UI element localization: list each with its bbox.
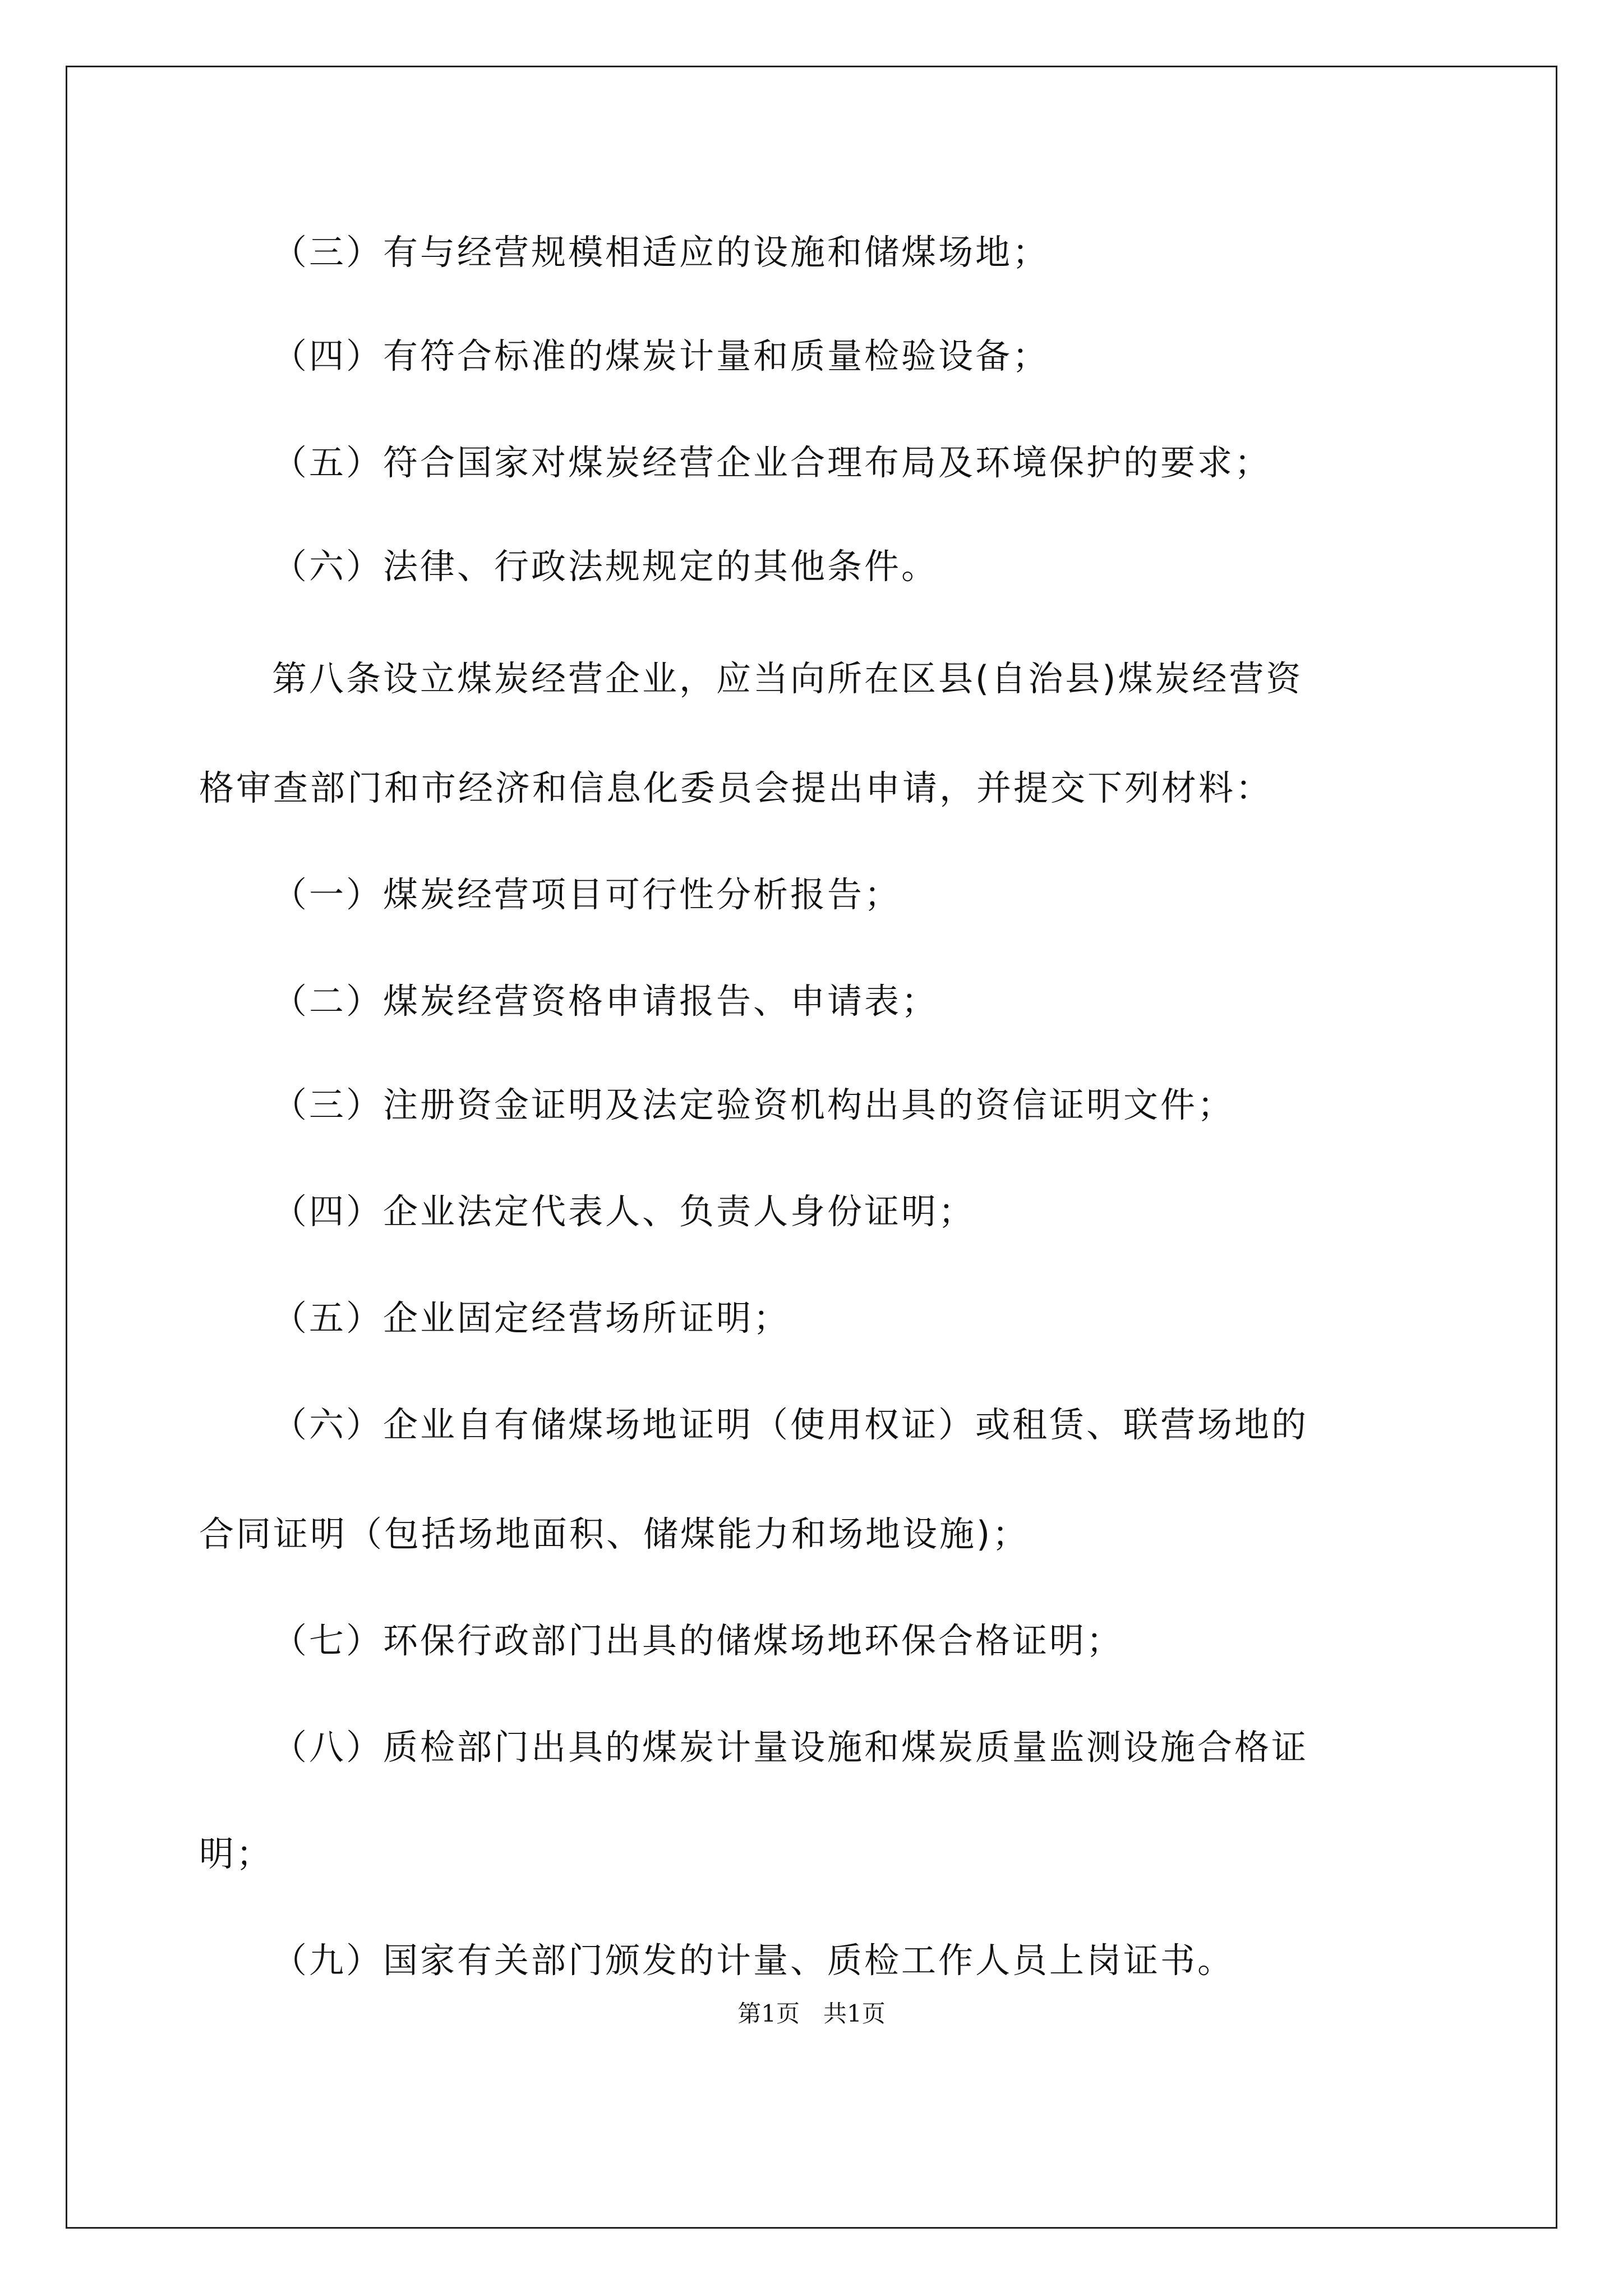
paragraph-line: （一）煤炭经营项目可行性分析报告；	[272, 874, 902, 915]
paragraph-line: （五）符合国家对煤炭经营企业合理布局及环境保护的要求；	[272, 442, 1272, 483]
page-border	[66, 66, 1557, 2229]
paragraph-line: （二）煤炭经营资格申请报告、申请表；	[272, 981, 939, 1022]
page-footer: 第1页 共1页	[737, 2000, 886, 2027]
paragraph-line: （七）环保行政部门出具的储煤场地环保合格证明；	[272, 1620, 1124, 1661]
paragraph-line: 合同证明（包括场地面积、储煤能力和场地设施)；	[199, 1513, 1030, 1554]
paragraph-line: 明；	[199, 1833, 274, 1874]
paragraph-line: （六）法律、行政法规规定的其他条件。	[272, 546, 939, 587]
paragraph-line: （四）有符合标准的煤炭计量和质量检验设备；	[272, 335, 1050, 376]
paragraph-line: （八）质检部门出具的煤炭计量设施和煤炭质量监测设施合格证	[272, 1727, 1309, 1768]
paragraph-line: （三）注册资金证明及法定验资机构出具的资信证明文件；	[272, 1084, 1235, 1125]
paragraph-line: 第八条设立煤炭经营企业，应当向所在区县(自治县)煤炭经营资	[272, 658, 1303, 699]
paragraph-line: （四）企业法定代表人、负责人身份证明；	[272, 1191, 976, 1232]
paragraph-line: 格审查部门和市经济和信息化委员会提出申请，并提交下列材料：	[199, 767, 1273, 808]
paragraph-line: （九）国家有关部门颁发的计量、质检工作人员上岗证书。	[272, 1940, 1235, 1981]
paragraph-line: （六）企业自有储煤场地证明（使用权证）或租赁、联营场地的	[272, 1404, 1309, 1445]
paragraph-line: （三）有与经营规模相适应的设施和储煤场地；	[272, 232, 1050, 273]
paragraph-line: （五）企业固定经营场所证明；	[272, 1297, 791, 1338]
